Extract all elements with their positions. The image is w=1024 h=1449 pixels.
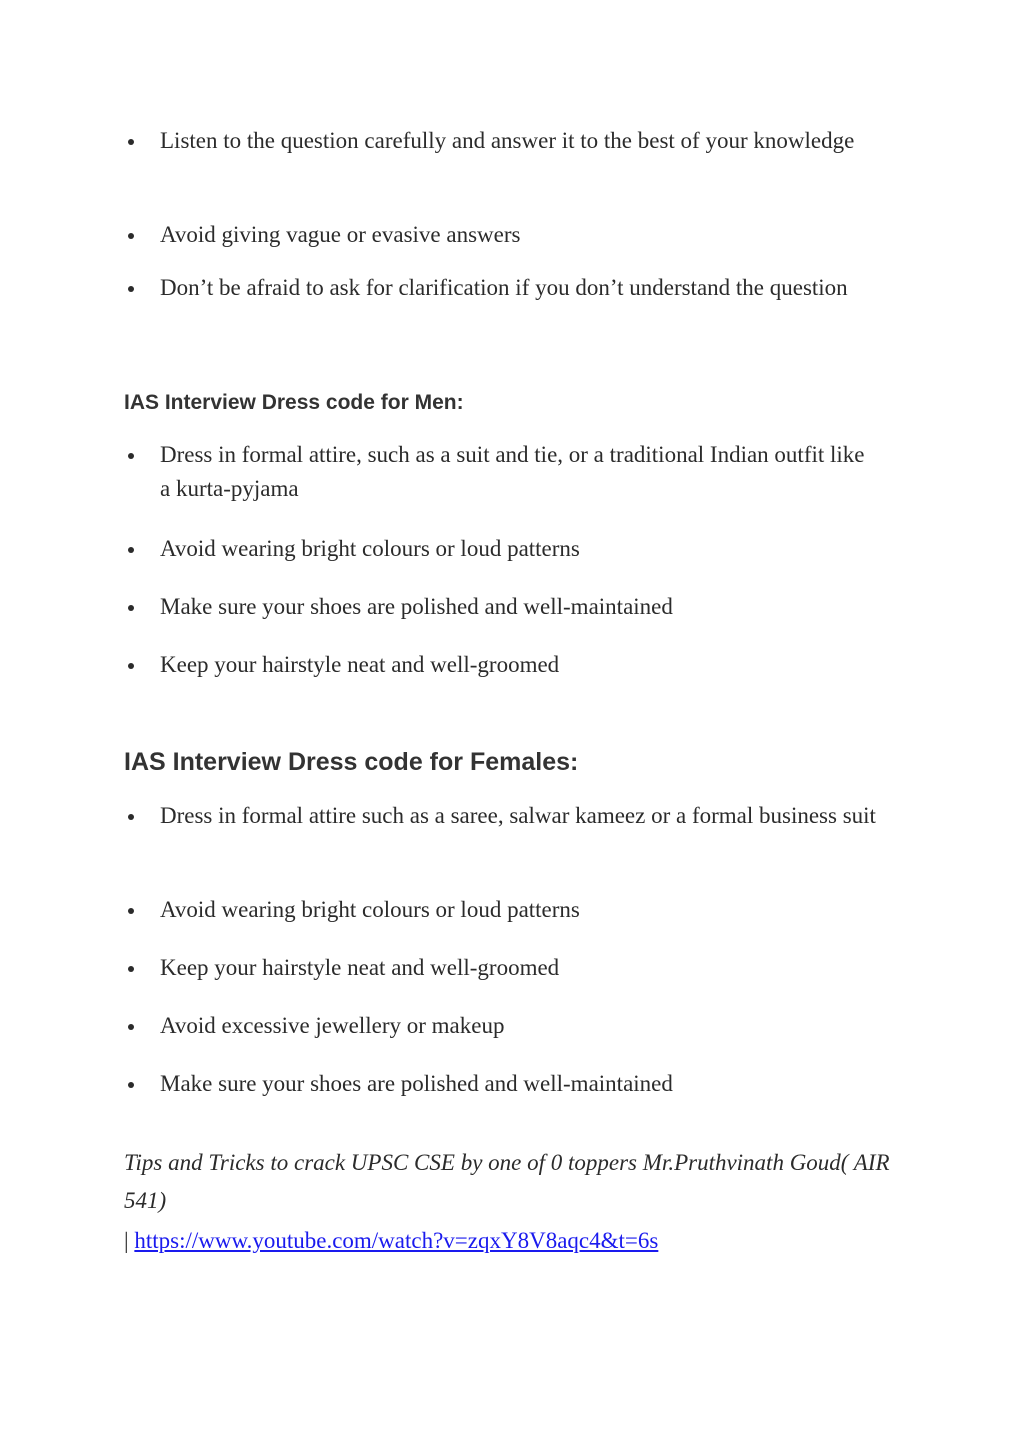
bullet-icon	[128, 453, 134, 459]
list-item-text: Don’t be afraid to ask for clarification if you don’t understand the question	[160, 275, 848, 300]
section-heading-men: IAS Interview Dress code for Men:	[124, 391, 464, 414]
tips-paragraph: Tips and Tricks to crack UPSC CSE by one of 0 toppers Mr.Pruthvinath Goud( AIR 541)	[124, 1150, 890, 1213]
bullet-icon	[128, 1024, 134, 1030]
list-item-text: Keep your hairstyle neat and well-groomed	[160, 652, 560, 677]
list-item-text: Make sure your shoes are polished and well-maintained	[160, 594, 673, 619]
bullet-icon	[128, 286, 134, 292]
separator: |	[124, 1228, 129, 1253]
bullet-icon	[128, 1082, 134, 1088]
list-item-text: Avoid wearing bright colours or loud patterns	[160, 536, 580, 561]
list-item-text: Avoid excessive jewellery or makeup	[160, 1013, 505, 1038]
list-item-text: Dress in formal attire, such as a suit and tie, or a traditional Indian outfit like a kurta-pyjama	[160, 442, 865, 501]
link-line	[124, 1224, 658, 1258]
youtube-link[interactable]: https://www.youtube.com/watch?v=zqxY8V8aqc4&t=6s	[134, 1228, 659, 1253]
bullet-icon	[128, 814, 134, 820]
bullet-icon	[128, 233, 134, 239]
list-item-text: Make sure your shoes are polished and well-maintained	[160, 1071, 673, 1096]
bullet-icon	[128, 966, 134, 972]
list-item-text: Dress in formal attire such as a saree, salwar kameez or a formal business suit	[160, 803, 876, 828]
list-item-text: Avoid wearing bright colours or loud patterns	[160, 897, 580, 922]
list-item-text: Keep your hairstyle neat and well-groomed	[160, 955, 560, 980]
bullet-icon	[128, 139, 134, 145]
bullet-icon	[128, 605, 134, 611]
list-item-text: Avoid giving vague or evasive answers	[160, 222, 521, 247]
bullet-icon	[128, 908, 134, 914]
bullet-icon	[128, 547, 134, 553]
bullet-icon	[128, 663, 134, 669]
section-heading-females: IAS Interview Dress code for Females:	[124, 748, 579, 776]
list-item-text: Listen to the question carefully and answer it to the best of your knowledge	[160, 128, 855, 153]
